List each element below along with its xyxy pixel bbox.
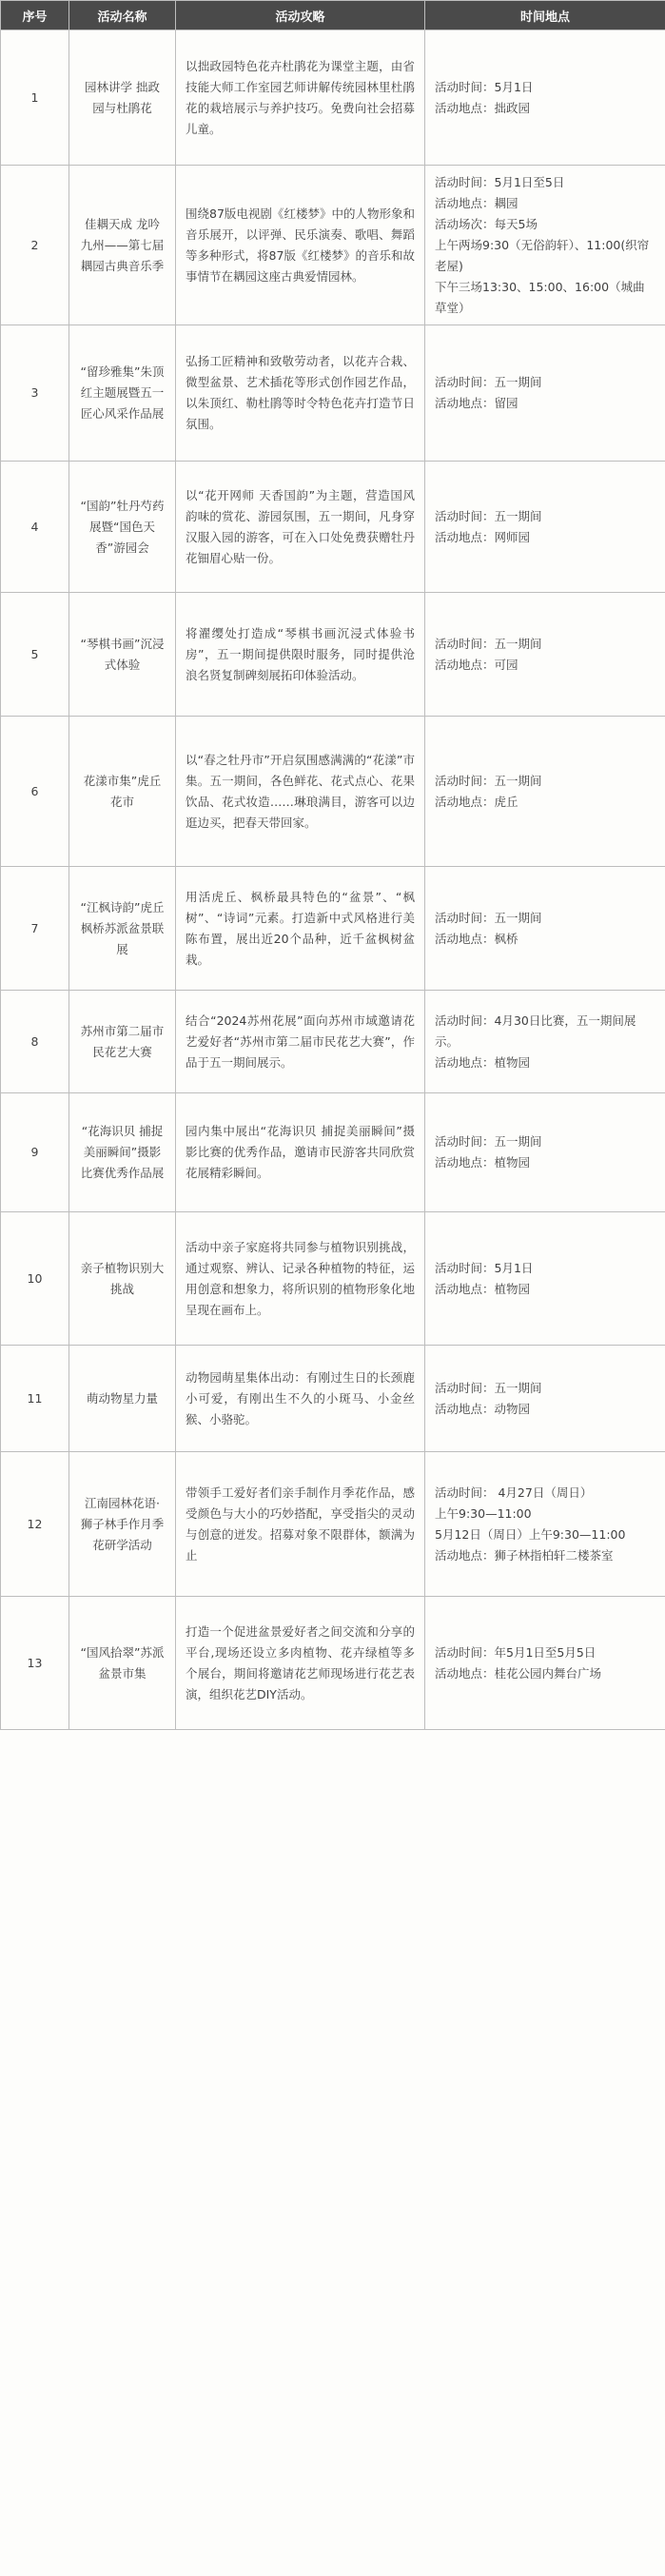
row-number: 5 <box>1 593 69 717</box>
activity-description: 弘扬工匠精神和致敬劳动者，以花卉合栽、微型盆景、艺术插花等形式创作园艺作品，以朱顶红、勒杜鹃等时令特色花卉打造节日氛围。 <box>176 325 425 462</box>
activity-description: 以“花开网师 天香国韵”为主题，营造国风韵味的赏花、游园氛围，五一期间，凡身穿汉服入园的游客，可在入口处免费获赠牡丹花钿眉心贴一份。 <box>176 462 425 593</box>
header-row <box>1 1 665 30</box>
time-location: 活动时间：五一期间 活动地点：可园 <box>425 593 665 717</box>
activity-description: 将濯缨处打造成“琴棋书画沉浸式体验书房”，五一期间提供限时服务，同时提供沧浪名贤复制碑刻展拓印体验活动。 <box>176 593 425 717</box>
time-location: 活动时间：5月1日 活动地点：拙政园 <box>425 30 665 166</box>
activity-name: 江南园林花语·狮子林手作月季花研学活动 <box>69 1452 176 1597</box>
table-row <box>1 1452 665 1597</box>
header-no: 序号 <box>1 1 69 30</box>
activity-name: “琴棋书画”沉浸式体验 <box>69 593 176 717</box>
time-location: 活动时间：五一期间 活动地点：网师园 <box>425 462 665 593</box>
row-number: 7 <box>1 867 69 991</box>
time-location: 活动时间：5月1日至5日 活动地点：耦园 活动场次：每天5场 上午两场9:30（无俗韵轩）、11:00(织帘老屋) 下午三场13:30、15:00、16:00（城曲草堂） <box>425 166 665 325</box>
activity-description: 以“春之牡丹市”开启氛围感满满的“花漾”市集。五一期间，各色鲜花、花式点心、花果饮品、花式妆造……琳琅满目，游客可以边逛边买，把春天带回家。 <box>176 717 425 867</box>
table-row <box>1 166 665 325</box>
activity-description: 以拙政园特色花卉杜鹃花为课堂主题，由省技能大师工作室园艺师讲解传统园林里杜鹃花的栽培展示与养护技巧。免费向社会招募儿童。 <box>176 30 425 166</box>
table-row <box>1 717 665 867</box>
activity-description: 打造一个促进盆景爱好者之间交流和分享的平台,现场还设立多肉植物、花卉绿植等多个展台，期间将邀请花艺师现场进行花艺表演，组织花艺DIY活动。 <box>176 1597 425 1730</box>
table-row <box>1 1212 665 1346</box>
header-time: 时间地点 <box>425 1 665 30</box>
activity-name: “国韵”牡丹芍药展暨“国色天香”游园会 <box>69 462 176 593</box>
time-location: 活动时间：五一期间 活动地点：虎丘 <box>425 717 665 867</box>
table-row <box>1 867 665 991</box>
header-desc: 活动攻略 <box>176 1 425 30</box>
row-number: 8 <box>1 991 69 1093</box>
time-location: 活动时间： 4月27日（周日） 上午9:30—11:00 5月12日（周日）上午9:30—11:00 活动地点：狮子林指柏轩二楼茶室 <box>425 1452 665 1597</box>
row-number: 11 <box>1 1346 69 1452</box>
time-location: 活动时间：五一期间 活动地点：动物园 <box>425 1346 665 1452</box>
activity-name: “留珍雅集”朱顶红主题展暨五一匠心风采作品展 <box>69 325 176 462</box>
table-row <box>1 325 665 462</box>
activity-name: 花漾市集”虎丘花市 <box>69 717 176 867</box>
table-row <box>1 593 665 717</box>
activity-name: 佳耦天成 龙吟九州——第七届耦园古典音乐季 <box>69 166 176 325</box>
time-location: 活动时间：4月30日比赛，五一期间展示。 活动地点：植物园 <box>425 991 665 1093</box>
row-number: 3 <box>1 325 69 462</box>
activity-description: 动物园萌星集体出动：有刚过生日的长颈鹿小可爱，有刚出生不久的小斑马、小金丝猴、小骆驼。 <box>176 1346 425 1452</box>
activity-description: 活动中亲子家庭将共同参与植物识别挑战，通过观察、辨认、记录各种植物的特征，运用创意和想象力，将所识别的植物形象化地呈现在画布上。 <box>176 1212 425 1346</box>
table-row <box>1 30 665 166</box>
activity-name: 亲子植物识别大挑战 <box>69 1212 176 1346</box>
time-location: 活动时间：五一期间 活动地点：枫桥 <box>425 867 665 991</box>
table-row <box>1 1093 665 1212</box>
row-number: 2 <box>1 166 69 325</box>
activity-description: 带领手工爱好者们亲手制作月季花作品，感受颜色与大小的巧妙搭配，享受指尖的灵动与创意的迸发。招募对象不限群体，额满为止 <box>176 1452 425 1597</box>
row-number: 10 <box>1 1212 69 1346</box>
table-row <box>1 462 665 593</box>
activity-name: “国风拾翠”苏派盆景市集 <box>69 1597 176 1730</box>
activity-name: 苏州市第二届市民花艺大赛 <box>69 991 176 1093</box>
row-number: 9 <box>1 1093 69 1212</box>
activity-description: 结合“2024苏州花展”面向苏州市域邀请花艺爱好者“苏州市第二届市民花艺大赛”，作品于五一期间展示。 <box>176 991 425 1093</box>
row-number: 13 <box>1 1597 69 1730</box>
time-location: 活动时间：五一期间 活动地点：留园 <box>425 325 665 462</box>
activity-description: 围绕87版电视剧《红楼梦》中的人物形象和音乐展开，以评弹、民乐演奏、歌唱、舞蹈等多种形式，将87版《红楼梦》的音乐和故事情节在耦园这座古典爱情园林。 <box>176 166 425 325</box>
activity-name: 萌动物星力量 <box>69 1346 176 1452</box>
time-location: 活动时间：年5月1日至5月5日 活动地点：桂花公园内舞台广场 <box>425 1597 665 1730</box>
activity-description: 用活虎丘、枫桥最具特色的“盆景”、“枫树”、“诗词”元素。打造新中式风格进行美陈布置，展出近20个品种，近千盆枫树盆栽。 <box>176 867 425 991</box>
row-number: 1 <box>1 30 69 166</box>
activity-name: “花海识贝 捕捉美丽瞬间”摄影比赛优秀作品展 <box>69 1093 176 1212</box>
header-name: 活动名称 <box>69 1 176 30</box>
activity-name: 园林讲学 拙政园与杜鹃花 <box>69 30 176 166</box>
time-location: 活动时间：五一期间 活动地点：植物园 <box>425 1093 665 1212</box>
row-number: 12 <box>1 1452 69 1597</box>
table-row <box>1 1597 665 1730</box>
activity-name: “江枫诗韵”虎丘枫桥苏派盆景联展 <box>69 867 176 991</box>
row-number: 4 <box>1 462 69 593</box>
table-row <box>1 991 665 1093</box>
time-location: 活动时间：5月1日 活动地点：植物园 <box>425 1212 665 1346</box>
activity-description: 园内集中展出“花海识贝 捕捉美丽瞬间”摄影比赛的优秀作品，邀请市民游客共同欣赏花展精彩瞬间。 <box>176 1093 425 1212</box>
table-row <box>1 1346 665 1452</box>
row-number: 6 <box>1 717 69 867</box>
